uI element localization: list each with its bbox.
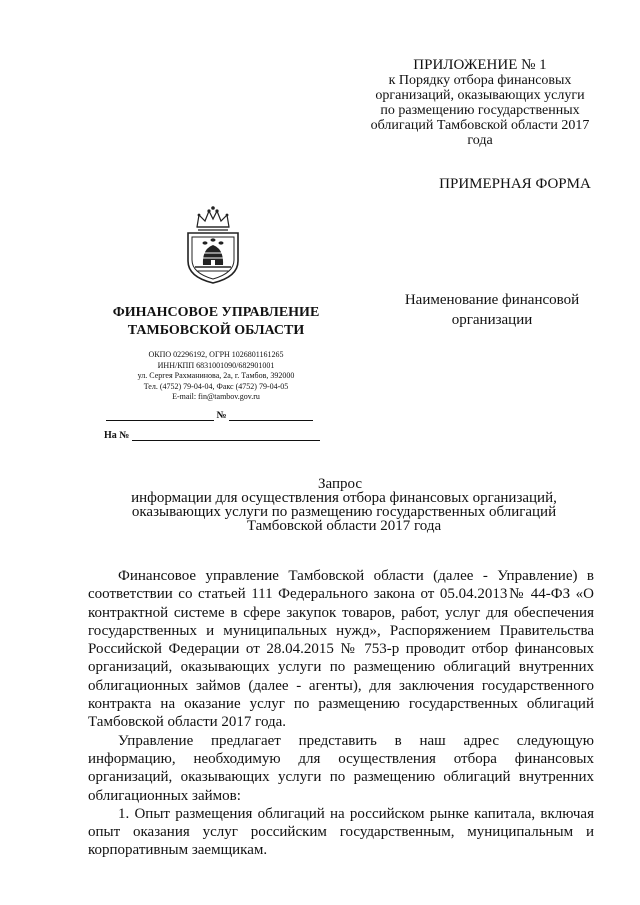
request-subtitle-line: информации для осуществления отбора финансовых организаций, — [131, 490, 557, 506]
org-name-line2: ТАМБОВСКОЙ ОБЛАСТИ — [127, 323, 305, 338]
appendix-line: к Порядку отбора финансовых — [388, 73, 572, 88]
org-detail-line: ул. Сергея Рахманинова, 2а, г. Тамбов, 392000 — [137, 371, 295, 380]
appendix-title: ПРИЛОЖЕНИЕ № 1 — [413, 57, 547, 73]
recipient-line1: Наименование финансовой — [404, 292, 580, 308]
org-details — [100, 350, 332, 403]
request-subtitle-line: оказывающих услуги по размещению государственных облигаций — [131, 504, 557, 520]
org-detail-line: ИНН/КПП 6831001090/682901001 — [157, 360, 275, 370]
body-paragraph-2: Управление предлагает представить в наш адрес следующую информацию, необходимую для осуществления отбора финансовых организаций, оказывающих услуги по размещению облигаций внутренних облигационных займов: — [88, 732, 594, 804]
letterhead — [100, 304, 332, 403]
request-subtitle-line: Тамбовской области 2017 года — [246, 518, 442, 534]
on-number-blank — [132, 430, 320, 441]
number-blank — [229, 410, 313, 421]
body-paragraph-1: Финансовое управление Тамбовской области (далее - Управление) в соответствии со статьей 111 Федерального закона от 05.04.2013№ 44-ФЗ «О контрактной системе в сфере закупок товаров, работ, услуг для обеспечения государственных и муниципальных нужд», Распоряжением Правительства Российской Федерации от 28.04.2015 № 753-р проводит отбор финансовых организаций, оказывающих услуги по размещению облигаций внутренних облигационных займов (далее - агенты), для заключения государственного контракта на оказание услуг по размещению государственных облигаций Тамбовской области 2017 года. — [88, 568, 594, 731]
recipient-block — [372, 290, 612, 330]
org-detail-line: ОКПО 02296192, ОГРН 1026801161265 — [148, 350, 284, 359]
appendix-block — [330, 58, 630, 148]
recipient-line2: организации — [451, 312, 533, 328]
date-blank — [106, 410, 214, 421]
coat-of-arms-icon — [183, 205, 243, 285]
appendix-line: организаций, оказывающих услуги — [375, 88, 585, 103]
org-name-line1: ФИНАНСОВОЕ УПРАВЛЕНИЕ — [112, 305, 320, 320]
on-number-label: На № — [104, 430, 130, 441]
approx-form-label: ПРИМЕРНАЯ ФОРМА — [439, 176, 591, 192]
reply-to-line — [104, 430, 334, 441]
number-sign: № — [216, 410, 227, 421]
registration-number-line — [106, 410, 336, 421]
appendix-line: года — [467, 133, 493, 148]
org-detail-line: E-mail: fin@tambov.gov.ru — [172, 392, 260, 401]
appendix-line: по размещению государственных — [380, 103, 580, 118]
request-title: Запрос — [317, 476, 363, 492]
body-paragraph-3: 1. Опыт размещения облигаций на российском рынке капитала, включая опыт оказания услуг российским государственным, муниципальным и корпоративным заемщикам. — [88, 805, 594, 859]
letter-body — [88, 567, 594, 860]
org-detail-line: Тел. (4752) 79-04-04, Факс (4752) 79-04-05 — [143, 381, 289, 391]
request-subtitle — [110, 491, 578, 533]
appendix-line: облигаций Тамбовской области 2017 — [370, 118, 590, 133]
